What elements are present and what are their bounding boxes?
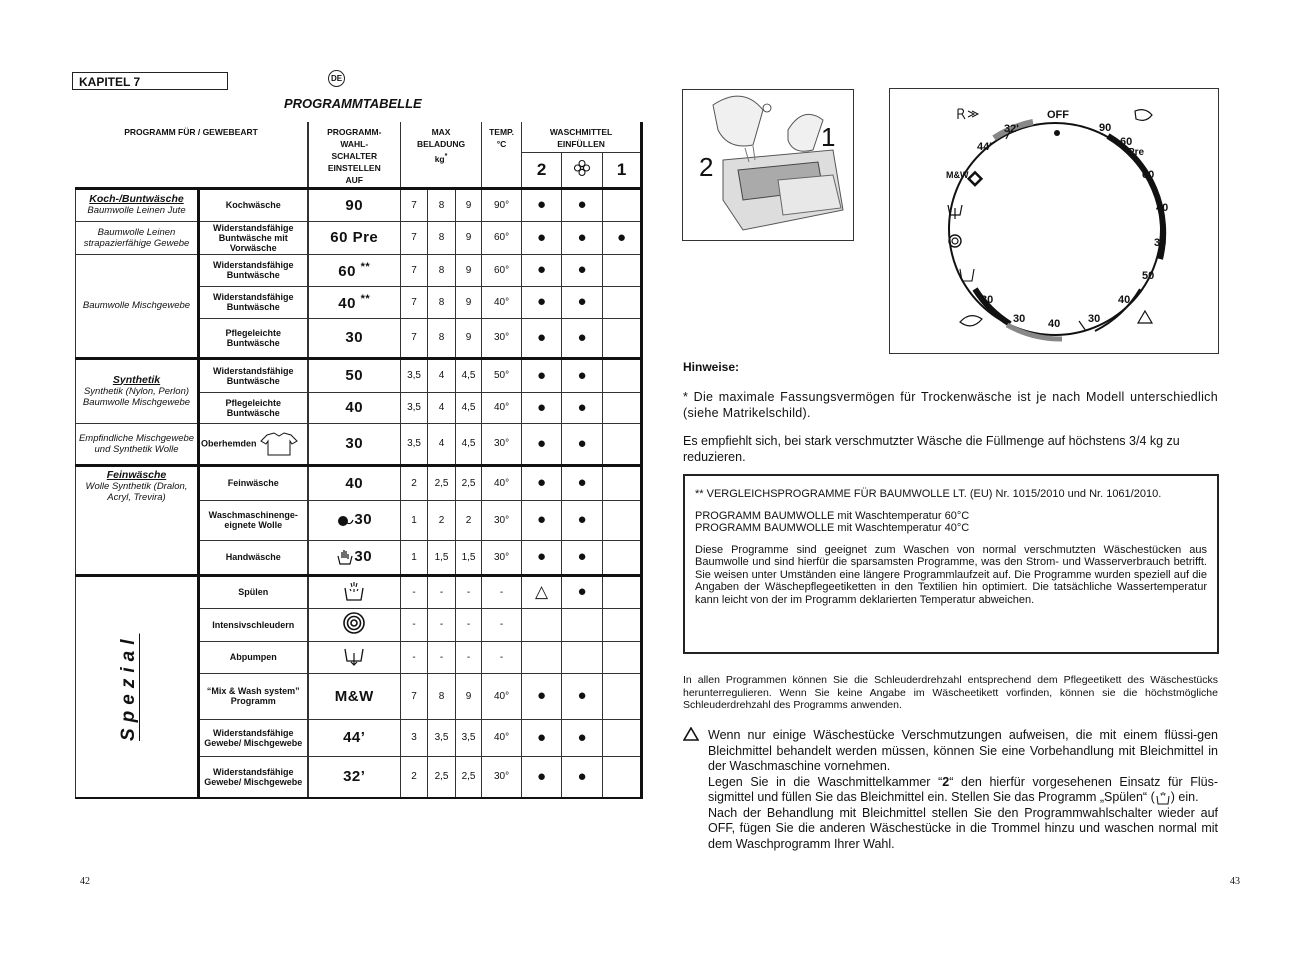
load-value: 7 — [401, 318, 428, 358]
dial-label: 30 — [1088, 313, 1101, 325]
dial-setting: 90 — [308, 188, 401, 221]
rinse-icon — [1155, 791, 1171, 805]
dial-setting: 40 — [308, 392, 401, 423]
bleach-paragraph: Legen Sie in die Waschmittelkammer “2“ den hierfür vorgesehenen Einsatz für Flüs-sigmittel und füllen Sie das Bleichmittel ein. Stellen Sie das Programm „Spülen“ ( ) ein. — [708, 774, 1218, 804]
detergent-drawer-illustration — [682, 89, 854, 241]
load-value: 1 — [401, 500, 428, 540]
spezial-label: Spezial — [118, 633, 139, 741]
detergent-mark: ● — [562, 423, 603, 465]
program-name: Widerstandsfähige Buntwäsche — [199, 358, 308, 392]
wool-ball-icon — [336, 513, 354, 529]
detergent-mark: ● — [522, 221, 562, 254]
chapter-label: KAPITEL 7 — [72, 72, 228, 90]
detergent-mark — [603, 540, 642, 575]
detergent-mark: ● — [522, 358, 562, 392]
dial-label: M&W — [946, 170, 969, 180]
detergent-mark — [603, 358, 642, 392]
dial-label: 60 — [1120, 136, 1133, 148]
detergent-mark — [522, 641, 562, 673]
detergent-mark — [562, 608, 603, 641]
detergent-mark: ● — [522, 188, 562, 221]
detergent-mark: ● — [562, 358, 603, 392]
program-name: Abpumpen — [199, 641, 308, 673]
compartment-1: 1 — [603, 152, 642, 188]
load-value: 4 — [428, 423, 456, 465]
program-table — [75, 122, 643, 799]
load-value: - — [428, 575, 456, 608]
detergent-mark: ● — [562, 392, 603, 423]
load-value: 2,5 — [428, 756, 456, 798]
flower-icon — [562, 152, 603, 188]
program-name: “Mix & Wash system” Programm — [199, 673, 308, 719]
group-synthetik: Synthetik Synthetik (Nylon, Perlon) Baumwolle Mischgewebe — [76, 358, 199, 423]
header-detergent: WASCHMITTEL EINFÜLLEN — [522, 122, 642, 152]
program-name: Spülen — [199, 575, 308, 608]
dial-label: 40 — [1156, 202, 1169, 214]
temp-value: 40° — [482, 286, 522, 318]
dial-label: 44' — [977, 141, 992, 153]
program-name: Oberhemden — [199, 423, 308, 465]
detergent-mark — [522, 608, 562, 641]
program-name: Widerstandsfähige Buntwäsche — [199, 254, 308, 286]
header-program: PROGRAMM FÜR / GEWEBEART — [124, 127, 258, 137]
program-name: Pflegeleichte Buntwäsche — [199, 318, 308, 358]
detergent-mark — [603, 575, 642, 608]
dial-label: Pre — [1128, 147, 1145, 158]
hand-wash-icon — [336, 548, 354, 566]
temp-value: - — [482, 575, 522, 608]
shirt-icon — [259, 431, 299, 457]
detergent-mark — [603, 318, 642, 358]
load-value: - — [401, 608, 428, 641]
hinweise-title: Hinweise: — [683, 360, 740, 374]
load-value: 8 — [428, 188, 456, 221]
detergent-mark: ● — [603, 221, 642, 254]
temp-value: 40° — [482, 465, 522, 500]
dial-setting: 30 — [308, 423, 401, 465]
box-paragraph: ** VERGLEICHSPROGRAMME FÜR BAUMWOLLE LT. (EU) Nr. 1015/2010 und Nr. 1061/2010. — [695, 488, 1162, 500]
detergent-mark — [603, 719, 642, 756]
load-value: 3,5 — [401, 392, 428, 423]
load-value: 3,5 — [428, 719, 456, 756]
detergent-mark: ● — [562, 286, 603, 318]
temp-value: - — [482, 608, 522, 641]
detergent-mark: ● — [522, 673, 562, 719]
detergent-mark: ● — [562, 188, 603, 221]
bleach-note — [708, 728, 1218, 852]
dial-label: 30 — [981, 294, 994, 306]
detergent-mark — [603, 500, 642, 540]
header-dial: PROGRAMM- WAHL- SCHALTER EINSTELLEN AUF — [308, 122, 401, 188]
warning-triangle-icon — [683, 727, 699, 746]
load-value: 4,5 — [456, 358, 482, 392]
page-number-left: 42 — [80, 876, 90, 887]
dial-label: 40 — [1048, 318, 1061, 330]
bleach-paragraph: Wenn nur einige Wäschestücke Verschmutzungen aufweisen, die mit einem flüssi-gen Bleichmittel behandelt werden müssen, können Sie eine Vorbehandlung mit Bleichmittel in der Waschmaschine vornehmen. — [708, 728, 1218, 773]
comparison-programs-box — [683, 474, 1219, 654]
detergent-mark — [603, 254, 642, 286]
detergent-mark — [603, 756, 642, 798]
temp-value: 90° — [482, 188, 522, 221]
temp-value: 40° — [482, 673, 522, 719]
detergent-mark: ● — [562, 254, 603, 286]
dial-setting: 40 ** — [308, 286, 401, 318]
dial-setting: M&W — [308, 673, 401, 719]
load-value: 4 — [428, 392, 456, 423]
load-value: 7 — [401, 254, 428, 286]
load-value: 1,5 — [456, 540, 482, 575]
temp-value: 50° — [482, 358, 522, 392]
detergent-mark: ● — [562, 575, 603, 608]
detergent-mark — [603, 465, 642, 500]
program-name: Intensivschleudern — [199, 608, 308, 641]
load-value: 8 — [428, 286, 456, 318]
dial-label: 90 — [1099, 122, 1112, 134]
load-value: 9 — [456, 188, 482, 221]
header-temp: TEMP. °C — [482, 122, 522, 188]
load-value: 7 — [401, 188, 428, 221]
load-value: 9 — [456, 221, 482, 254]
load-value: 3,5 — [456, 719, 482, 756]
dial-setting: 40 — [308, 465, 401, 500]
detergent-mark — [603, 641, 642, 673]
dial-label: 50 — [1142, 270, 1155, 282]
group-sub: Empfindliche Mischgewebe und Synthetik Wolle — [76, 423, 199, 465]
drain-icon — [308, 641, 401, 673]
temp-value: 30° — [482, 423, 522, 465]
dial-label: 60 — [1142, 169, 1155, 181]
page-number-right: 43 — [1230, 876, 1240, 887]
detergent-mark — [603, 423, 642, 465]
group-sub: Baumwolle Mischgewebe — [76, 254, 199, 358]
detergent-mark: ● — [522, 465, 562, 500]
program-name: Widerstandsfähige Buntwäsche — [199, 286, 308, 318]
load-value: 4 — [428, 358, 456, 392]
group-feinwaesche: Feinwäsche Wolle Synthetik (Dralon, Acryl, Trevira) — [76, 465, 199, 575]
load-value: 2 — [428, 500, 456, 540]
box-paragraph: Diese Programme sind geeignet zum Waschen von normal verschmutzten Wäschestücken aus Baumwolle und sind hierfür die sparsamsten Programme, was den Strom- und Wasserverbrauch betrifft. Sie weisen unter Umständen eine längere Programmlaufzeit auf. Die Programme wurden speziell auf die Angaben der Wäschepflegeetiketten in den Textilien hin optimiert. Die tatsächliche Wassertemperatur kann leicht von der im Programm deklarierten Temperatur abweichen. — [695, 543, 1207, 606]
program-name: Widerstandsfähige Buntwäsche mit Vorwäsche — [199, 221, 308, 254]
load-value: 2,5 — [456, 465, 482, 500]
program-name: Widerstandsfähige Gewebe/ Mischgewebe — [199, 719, 308, 756]
detergent-mark: ● — [522, 500, 562, 540]
dial-setting: 60 ** — [308, 254, 401, 286]
detergent-mark — [603, 392, 642, 423]
detergent-mark: ● — [522, 318, 562, 358]
load-value: 2,5 — [456, 756, 482, 798]
temp-value: 30° — [482, 756, 522, 798]
load-value: 4,5 — [456, 423, 482, 465]
program-name: Feinwäsche — [199, 465, 308, 500]
language-badge: DE — [328, 70, 345, 87]
temp-value: 60° — [482, 254, 522, 286]
header-load: MAX BELADUNG kg* — [401, 122, 482, 188]
detergent-mark — [603, 608, 642, 641]
dial-off: OFF — [1047, 109, 1069, 121]
page-title: PROGRAMMTABELLE — [284, 96, 422, 111]
temp-value: 30° — [482, 500, 522, 540]
load-value: 2 — [401, 465, 428, 500]
load-value: 8 — [428, 254, 456, 286]
detergent-mark: ● — [562, 465, 603, 500]
detergent-mark — [603, 673, 642, 719]
load-value: 4,5 — [456, 392, 482, 423]
detergent-mark — [603, 286, 642, 318]
note-spin: In allen Programmen können Sie die Schleuderdrehzahl entsprechend dem Pflegeetikett des Wäschestücks herunterregulieren. Wenn Sie keine Angabe im Wäscheetikett vorfinden, können sie die höchstmögliche Schleuderdrehzahl des Programms anwenden. — [683, 674, 1218, 711]
load-value: - — [456, 608, 482, 641]
program-name: Kochwäsche — [199, 188, 308, 221]
rinse-icon — [308, 575, 401, 608]
triangle-icon: △ — [522, 575, 562, 608]
temp-value: 60° — [482, 221, 522, 254]
group-sub: Baumwolle Leinen strapazierfähige Gewebe — [76, 221, 199, 254]
bleach-paragraph: Nach der Behandlung mit Bleichmittel stellen Sie den Programmwahlschalter wieder auf OFF, fügen Sie die anderen Wäschestücke in die Trommel hinzu und waschen normal mit dem Waschprogramm Ihrer Wahl. — [708, 805, 1218, 851]
dial-label: 30 — [1013, 313, 1026, 325]
dial-setting: 44’ — [308, 719, 401, 756]
program-name: Handwäsche — [199, 540, 308, 575]
temp-value: 40° — [482, 392, 522, 423]
dial-label: 30 — [1154, 237, 1167, 249]
dial-setting: 50 — [308, 358, 401, 392]
load-value: 9 — [456, 318, 482, 358]
detergent-mark: ● — [522, 540, 562, 575]
load-value: 9 — [456, 254, 482, 286]
detergent-mark: ● — [522, 254, 562, 286]
load-value: 3,5 — [401, 358, 428, 392]
load-value: - — [401, 575, 428, 608]
detergent-mark: ● — [562, 318, 603, 358]
dial-setting: 30 — [308, 540, 401, 575]
load-value: 2 — [456, 500, 482, 540]
detergent-mark: ● — [562, 540, 603, 575]
detergent-mark: ● — [522, 756, 562, 798]
temp-value: 30° — [482, 540, 522, 575]
note-load: Es empfiehlt sich, bei stark verschmutzter Wäsche die Füllmenge auf höchstens 3/4 kg zu reduzieren. — [683, 434, 1180, 464]
detergent-mark: ● — [522, 392, 562, 423]
load-value: - — [428, 641, 456, 673]
load-value: 7 — [401, 673, 428, 719]
detergent-mark: ● — [522, 423, 562, 465]
load-value: 9 — [456, 286, 482, 318]
detergent-mark: ● — [522, 719, 562, 756]
box-paragraph: PROGRAMM BAUMWOLLE mit Waschtemperatur 60°C PROGRAMM BAUMWOLLE mit Waschtemperatur 40°C — [695, 509, 970, 534]
load-value: - — [401, 641, 428, 673]
program-dial-graphic — [890, 89, 1218, 353]
load-value: - — [428, 608, 456, 641]
load-value: 3,5 — [401, 423, 428, 465]
load-value: 1 — [401, 540, 428, 575]
load-value: 1,5 — [428, 540, 456, 575]
load-value: - — [456, 641, 482, 673]
dial-setting: 32’ — [308, 756, 401, 798]
dial-label: 32' — [1004, 123, 1019, 135]
detergent-mark: ● — [522, 286, 562, 318]
load-value: 8 — [428, 673, 456, 719]
program-name: Pflegeleichte Buntwäsche — [199, 392, 308, 423]
compartment-2: 2 — [522, 152, 562, 188]
dial-setting: 30 — [308, 500, 401, 540]
drawer-label-1: 1 — [821, 122, 836, 152]
dial-setting: 30 — [308, 318, 401, 358]
detergent-mark: ● — [562, 756, 603, 798]
dial-setting: 60 Pre — [308, 221, 401, 254]
load-value: 9 — [456, 673, 482, 719]
load-value: 7 — [401, 221, 428, 254]
program-name: Waschmaschinenge-eignete Wolle — [199, 500, 308, 540]
temp-value: 40° — [482, 719, 522, 756]
load-value: 7 — [401, 286, 428, 318]
load-value: 8 — [428, 318, 456, 358]
detergent-mark: ● — [562, 673, 603, 719]
detergent-mark: ● — [562, 719, 603, 756]
spin-icon — [308, 608, 401, 641]
temp-value: 30° — [482, 318, 522, 358]
program-name: Widerstandsfähige Gewebe/ Mischgewebe — [199, 756, 308, 798]
load-value: - — [456, 575, 482, 608]
drawer-label-2: 2 — [699, 152, 714, 182]
dial-label: 40 — [1118, 294, 1131, 306]
temp-value: - — [482, 641, 522, 673]
detergent-mark: ● — [562, 500, 603, 540]
load-value: 8 — [428, 221, 456, 254]
load-value: 2 — [401, 756, 428, 798]
detergent-mark — [603, 188, 642, 221]
note-capacity: * Die maximale Fassungsvermögen für Trockenwäsche ist je nach Modell unterschiedlich (siehe Matrikelschild). — [683, 390, 1218, 420]
load-value: 3 — [401, 719, 428, 756]
load-value: 2,5 — [428, 465, 456, 500]
program-dial-diagram — [889, 88, 1219, 354]
detergent-mark: ● — [562, 221, 603, 254]
detergent-mark — [562, 641, 603, 673]
group-koch: Koch-/Buntwäsche Baumwolle Leinen Jute — [76, 188, 199, 221]
